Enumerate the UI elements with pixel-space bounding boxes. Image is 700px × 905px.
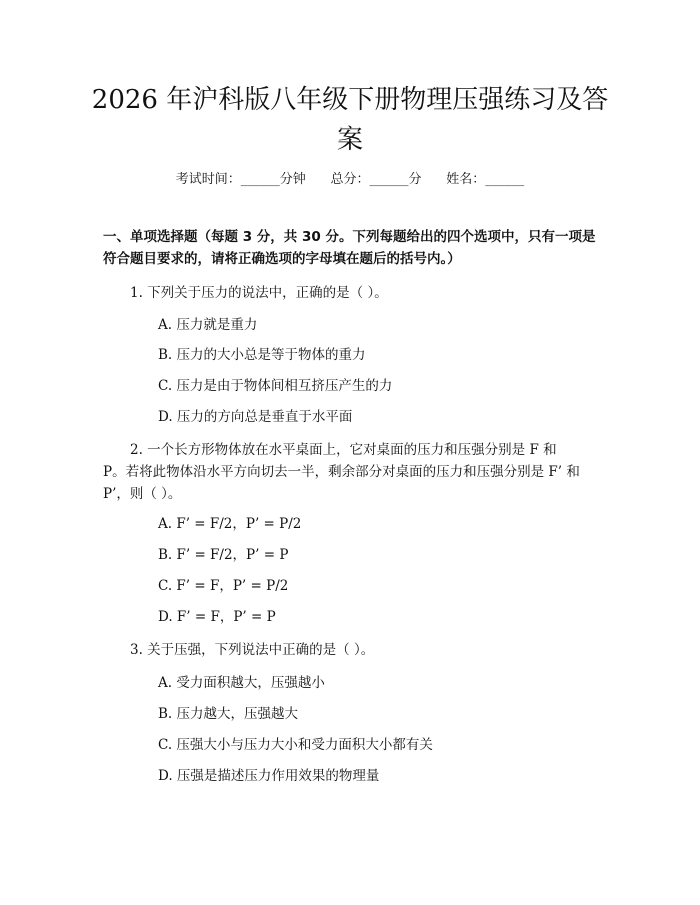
question-1-option-c: C. 压力是由于物体间相互挤压产生的力 bbox=[158, 378, 393, 394]
question-1-option-a: A. 压力就是重力 bbox=[158, 317, 258, 333]
question-3-option-a: A. 受力面积越大，压强越小 bbox=[158, 675, 325, 691]
document-title-line2: 案 bbox=[336, 125, 363, 155]
question-3-option-b: B. 压力越大，压强越大 bbox=[158, 706, 299, 722]
question-1-stem: 1. 下列关于压力的说法中，正确的是（ ）。 bbox=[130, 285, 388, 301]
document-title-line1: 2026 年沪科版八年级下册物理压强练习及答 bbox=[91, 85, 609, 115]
question-2-option-d: D. F’ = F，P’ = P bbox=[158, 609, 276, 625]
question-2-stem: 2. 一个长方形物体放在水平桌面上，它对桌面的压力和压强分别是 F 和 P。若将此物体沿水平方向切去一半，剩余部分对桌面的压力和压强分别是 F’ 和 P’，则（ ）。 bbox=[103, 442, 580, 502]
question-3-option-d: D. 压强是描述压力作用效果的物理量 bbox=[158, 768, 380, 784]
question-3-stem: 3. 关于压强，下列说法中正确的是（ ）。 bbox=[130, 642, 375, 658]
section-heading: 一、单项选择题（每题 3 分，共 30 分。下列每题给出的四个选项中，只有一项是符合题目要求的，请将正确选项的字母填在题后的括号内。） bbox=[103, 229, 596, 267]
question-2-option-c: C. F’ = F，P’ = P/2 bbox=[158, 578, 289, 594]
question-3 bbox=[103, 639, 583, 661]
question-1 bbox=[103, 282, 583, 304]
question-2 bbox=[103, 439, 583, 505]
question-1-option-d: D. 压力的方向总是垂直于水平面 bbox=[158, 409, 353, 425]
question-2-option-b: B. F’ = F/2，P’ = P bbox=[158, 547, 289, 563]
exam-info: 考试时间：______分钟 总分：______分 姓名：______ bbox=[175, 172, 525, 187]
question-1-option-b: B. 压力的大小总是等于物体的重力 bbox=[158, 347, 366, 363]
question-2-option-a: A. F’ = F/2，P’ = P/2 bbox=[158, 516, 302, 532]
question-3-option-c: C. 压强大小与压力大小和受力面积大小都有关 bbox=[158, 737, 433, 753]
